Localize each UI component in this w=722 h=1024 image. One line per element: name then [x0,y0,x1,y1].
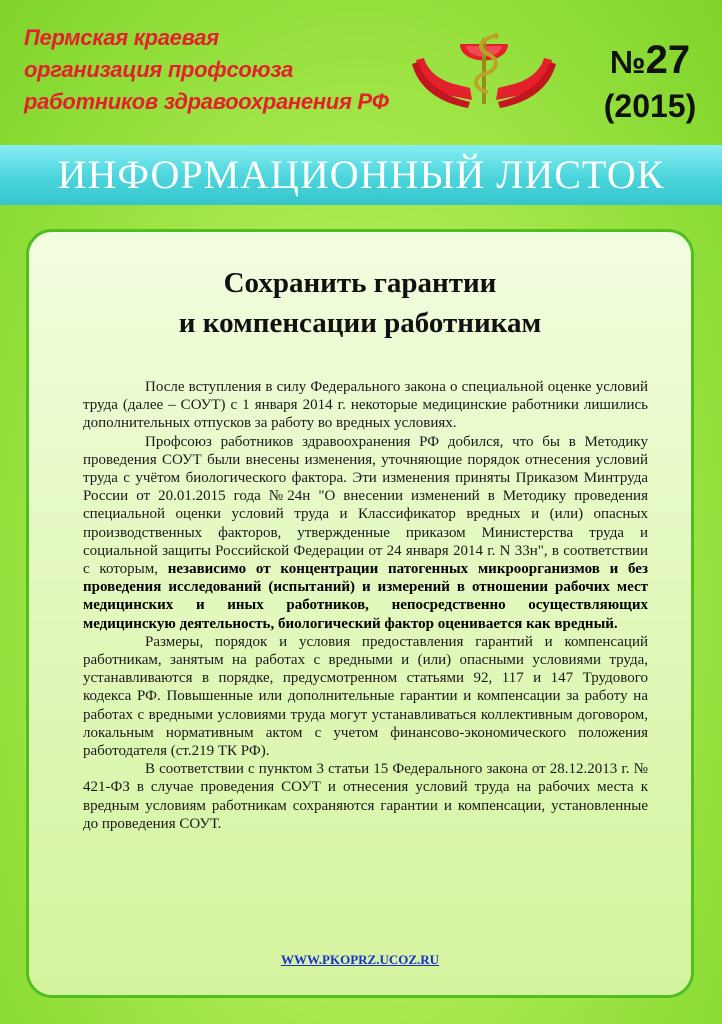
org-line-3: работников здравоохранения РФ [24,89,389,114]
paragraph-2 [83,433,648,633]
banner [0,145,722,205]
article-body [83,378,648,833]
paragraph-4: В соответствии с пунктом 3 статьи 15 Федерального закона от 28.12.2013 г. № 421-ФЗ в случае проведения СОУТ и отнесения условий труда на рабочих места к вредным условиям работникам сохраняются гарантии и компенсации, установленные до проведения СОУТ. [83,761,648,832]
issue-info [590,38,710,124]
banner-title: ИНФОРМАЦИОННЫЙ ЛИСТОК [57,152,665,197]
organization-name [24,22,389,118]
issue-number: 27 [645,38,691,82]
paragraph-2-text: Профсоюз работников здравоохранения РФ добился, что бы в Методику проведения СОУТ были внесены изменения, уточняющие порядок отнесения условий труда с учётом биологического фактора. Эти изменения приняты Приказом Минтруда России от 20.01.2015 года №24н "О внесении изменений в Методику проведения специальной оценки условий труда и Классификатор вредных и (или) опасных производственных факторов, утвержденные приказом Министерства труда и социальной защиты Российской Федерации от 24 января 2014 г. N 33н", в соответствии с которым, [83,433,648,578]
article-panel [26,229,694,998]
article-title [29,263,691,343]
issue-symbol: № [609,44,646,80]
paragraph-1: После вступления в силу Федерального закона о специальной оценке условий труда (далее – СОУТ) с 1 января 2014 г. некоторые медицинские работники лишились дополнительных отпусков за работу во вредных условиях. [83,379,648,432]
paragraph-3: Размеры, порядок и условия предоставления гарантий и компенсаций работникам, занятым на работах с вредными и (или) опасными условиями труда, устанавливаются в порядке, предусмотренном статьями 92, 117 и 147 Трудового кодекса РФ. Повышенные или дополнительные гарантии и компенсации за работу на работах с вредными условиями труда могут устанавливаться коллективным договором, локальным нормативным актом с учетом финансово-экономического положения работодателя (ст.219 ТК РФ). [83,633,648,760]
org-line-1: Пермская краевая [24,25,219,50]
issue-number-line [590,38,710,84]
website-link[interactable]: WWW.PKOPRZ.UCOZ.RU [280,952,440,967]
article-title-line-1: Сохранить гарантии [223,267,497,299]
issue-year: (2015) [603,88,697,124]
org-line-2: организация профсоюза [24,57,294,82]
article-title-line-2: и компенсации работникам [178,307,542,339]
caduceus-hands-logo-icon [410,30,558,114]
paragraph-2-emphasis: независимо от концентрации патогенных микроорганизмов и без проведения исследований (испытаний) и измерений в отношении рабочих мест медицинских и иных работников, непосредственно осуществляющих медицинскую деятельность, биологический фактор оценивается как вредный. [83,561,648,632]
header [0,0,722,145]
